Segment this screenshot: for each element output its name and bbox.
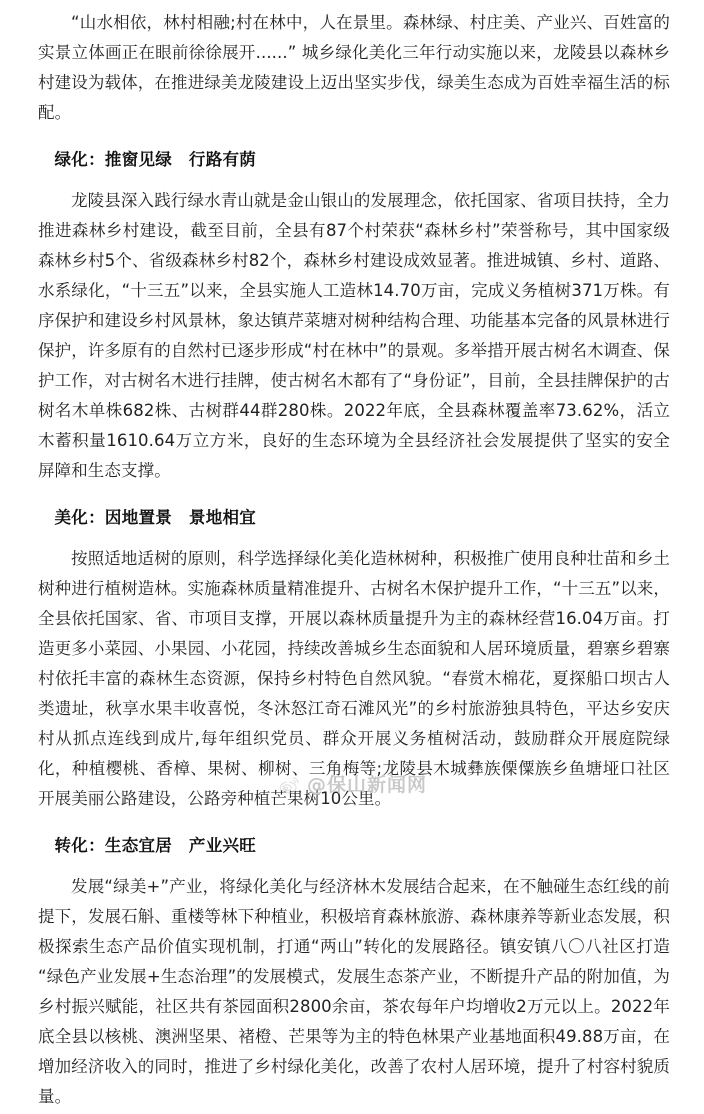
section-heading-greening: 绿化：推窗见绿 行路有荫 (54, 150, 257, 169)
paragraph-greening: 龙陵县深入践行绿水青山就是金山银山的发展理念，依托国家、省项目扶持，全力推进森林乡村建设，截至目前，全县有87个村荣获“森林乡村”荣誉称号，其中国家级森林乡村5个、省级森林乡村82个，森林乡村建设成效显著。推进城镇、乡村、道路、水系绿化，“十三五”以来，全县实施人工造林14.70万亩，完成义务植树371万株。有序保护和建设乡村风景林，象达镇芹菜塘对树种结构合理、功能基本完备的风景林进行保护，许多原有的自然村已逐步形成“村在林中”的景观。多举措开展古树名木调查、保护工作，对古树名木进行挂牌，使古树名木都有了“身份证”，目前，全县挂牌保护的古树名木单株682株、古树群44群280株。2022年底，全县森林覆盖率73.62%，活立木蓄积量1610.64万立方米，良好的生态环境为全县经济社会发展提供了坚实的安全屏障和生态支撑。 (38, 191, 670, 480)
watermark-text: @保山新闻网 (306, 774, 427, 796)
paragraph-intro: “山水相依，林村相融;村在林中，人在景里。森林绿、村庄美、产业兴、百姓富的实景立体画正在眼前徐徐展开......” 城乡绿化美化三年行动实施以来，龙陵县以森林乡村建设为载体，在推进绿美龙陵建设上迈出坚实步伐，绿美生态成为百姓幸福生活的标配。 (38, 13, 670, 122)
paragraph-transformation: 发展“绿美+”产业，将绿化美化与经济林木发展结合起来，在不触碰生态红线的前提下，发展石斛、重楼等林下种植业，积极培育森林旅游、森林康养等新业态发展，积极探索生态产品价值实现机制，打通“两山”转化的发展路径。镇安镇八〇八社区打造“绿色产业发展+生态治理”的发展模式，发展生态茶产业，不断提升产品的附加值，为乡村振兴赋能，社区共有茶园面积2800余亩，茶农每年户均增收2万元以上。2022年底全县以核桃、澳洲坚果、褚橙、芒果等为主的特色林果产业基地面积49.88万亩，在增加经济收入的同时，推进了乡村绿化美化，改善了农村人居环境，提升了村容村貌质量。 (38, 877, 670, 1106)
section-heading-transformation: 转化：生态宜居 产业兴旺 (54, 836, 257, 855)
section-heading-beautification: 美化：因地置景 景地相宜 (54, 508, 257, 527)
paragraph-beautification: 按照适地适树的原则，科学选择绿化美化造林树种，积极推广使用良种壮苗和乡土树种进行植树造林。实施森林质量精准提升、古树名木保护提升工作，“十三五”以来，全县依托国家、省、市项目支撑，开展以森林质量提升为主的森林经营16.04万亩。打造更多小菜园、小果园、小花园，持续改善城乡生态面貌和人居环境质量，碧寨乡碧寨村依托丰富的森林生态资源，保持乡村特色自然风貌。“春赏木棉花，夏探船口坝古人类遗址，秋享水果丰收喜悦，冬沐怒江奇石滩风光”的乡村旅游独具特色，平达乡安庆村从抓点连线到成片,每年组织党员、群众开展义务植树活动，鼓励群众开展庭院绿化，种植樱桃、香樟、果树、柳树、三角梅等;龙陵县木城彝族傈僳族乡鱼塘垭口社区开展美丽公路建设，公路旁种植芒果树10公里。 (38, 549, 670, 808)
